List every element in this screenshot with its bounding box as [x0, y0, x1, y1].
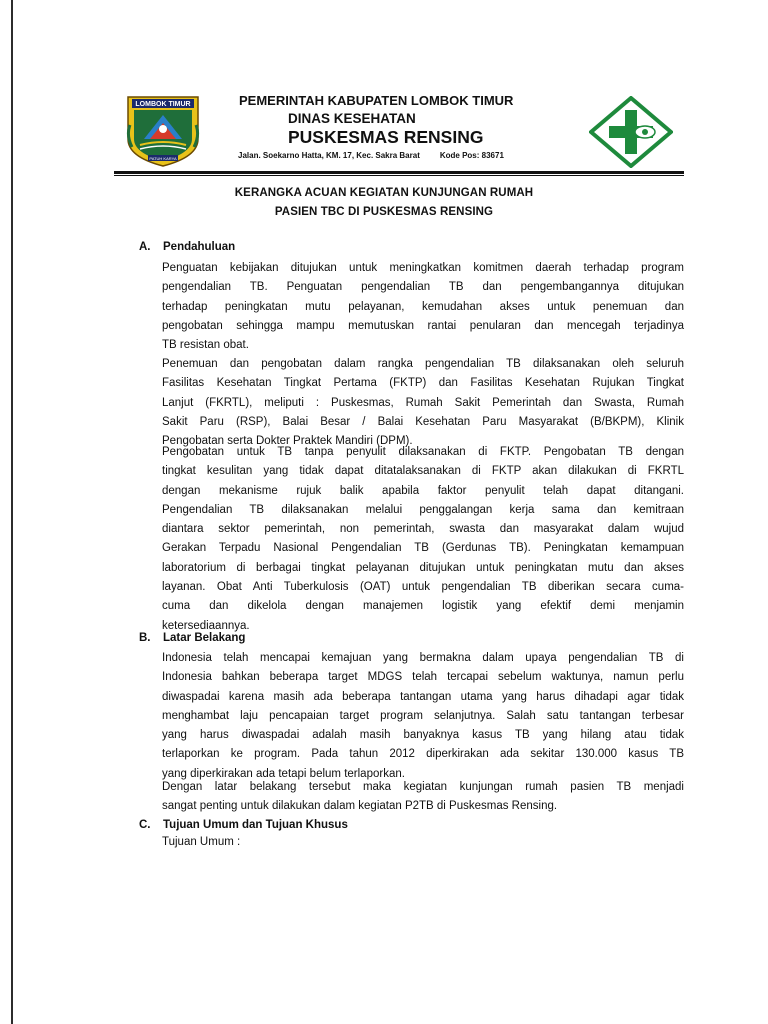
page-border-line — [11, 0, 13, 1024]
government-name: PEMERINTAH KABUPATEN LOMBOK TIMUR — [239, 93, 514, 108]
text-line: Pengobatan untuk TB tanpa penyulit dilaksanakan di FKTP. Pengobatan TB dengan — [162, 446, 684, 458]
text-line: ketersediaannya. — [162, 619, 250, 632]
section-a-number: A. — [139, 241, 151, 253]
section-b-title: Latar Belakang — [163, 632, 246, 644]
section-a-paragraph-3 — [162, 443, 684, 636]
section-a-title: Pendahuluan — [163, 241, 236, 253]
institution-name: PUSKESMAS RENSING — [288, 127, 484, 147]
section-c-title: Tujuan Umum dan Tujuan Khusus — [163, 819, 348, 831]
section-b-paragraph-2 — [162, 778, 684, 817]
section-c-number: C. — [139, 819, 151, 831]
text-line: cuma dan dikelola dengan manajemen logistik yang efektif demi menjamin — [162, 600, 684, 613]
section-c-heading — [139, 819, 348, 831]
text-line: Indonesia bahkan beberapa target MDGS telah tercapai sebelum waktunya, namun perlu — [162, 671, 684, 684]
text-line: Lanjut (FKRTL), meliputi : Puskesmas, Rumah Sakit Pemerintah dan Swasta, Rumah — [162, 396, 684, 409]
section-a-paragraph-2 — [162, 355, 684, 451]
crest-motto-text: PATUH KARYA — [149, 156, 177, 161]
puskesmas-logo — [589, 96, 673, 168]
section-b-number: B. — [139, 632, 151, 644]
department-name: DINAS KESEHATAN — [288, 111, 416, 126]
text-line: Gerakan Terpadu Nasional Pengendalian TB (Gerdunas TB). Peningkatan kemampuan — [162, 542, 684, 555]
letterhead-rule-thin — [114, 175, 684, 176]
text-line: Pengobatan serta Dokter Praktek Mandiri (DPM). — [162, 435, 413, 448]
text-line: Sakit Paru (RSP), Balai Besar / Balai Kesehatan Paru Masyarakat (B/BKPM), Klinik — [162, 415, 684, 428]
address-text: Jalan. Soekarno Hatta, KM. 17, Kec. Sakra Barat — [238, 151, 420, 160]
text-line: pengendalian TB. Penguatan pengendalian TB dan pengembangannya ditujukan — [162, 281, 684, 294]
crest-banner-text: LOMBOK TIMUR — [135, 101, 191, 108]
section-a-paragraph-1 — [162, 259, 684, 355]
text-line: yang diperkirakan ada tetapi belum terlaporkan. — [162, 767, 405, 780]
text-line: Indonesia telah mencapai kemajuan yang bermakna dalam upaya pengendalian TB di — [162, 652, 684, 664]
section-a-heading — [139, 241, 235, 253]
text-line: tingkat kesulitan yang tidak dapat ditatalaksanakan di FKTP akan dilakukan di FKRTL — [162, 465, 684, 478]
text-line: Pengendalian TB dilaksanakan melalui penggalangan kerja sama dan kemitraan — [162, 503, 684, 516]
text-line: TB resistan obat. — [162, 339, 249, 352]
text-line: menghambat laju pencapaian target program selanjutnya. Salah satu tantangan terbesar — [162, 709, 684, 722]
text-line: layanan. Obat Anti Tuberkulosis (OAT) untuk pengendalian TB diberikan secara cuma- — [162, 581, 684, 594]
section-b-paragraph-1 — [162, 649, 684, 784]
text-line: terhadap peningkatan mutu pelayanan, kemudahan akses untuk penemuan dan — [162, 300, 684, 313]
text-line: laboratorium di berbagai tingkat pelayanan ditujukan untuk peningkatan mutu dan akses — [162, 561, 684, 574]
postal-code: Kode Pos: 83671 — [439, 151, 504, 160]
text-line: sangat penting untuk dilakukan dalam kegiatan P2TB di Puskesmas Rensing. — [162, 800, 558, 813]
text-line: Penguatan kebijakan ditujukan untuk meningkatkan komitmen daerah terhadap program — [162, 262, 684, 274]
letterhead-rule-thick — [114, 171, 684, 174]
section-b-heading — [139, 632, 245, 644]
text-line: Dengan latar belakang tersebut maka kegiatan kunjungan rumah pasien TB menjadi — [162, 781, 684, 793]
document-title-line-1: KERANGKA ACUAN KEGIATAN KUNJUNGAN RUMAH — [234, 187, 534, 199]
text-line: pengobatan sehingga mampu memutuskan rantai penularan dan mencegah terjadinya — [162, 319, 684, 332]
text-line: dengan mekanisme rujuk balik apabila faktor penyulit telah dapat ditangani. — [162, 484, 684, 497]
text-line: diwaspadai karena masih ada beberapa tantangan utama yang harus dihadapi agar tidak — [162, 690, 684, 703]
text-line: Penemuan dan pengobatan dalam rangka pengendalian TB dilaksanakan oleh seluruh — [162, 358, 684, 370]
document-title-line-2: PASIEN TBC DI PUSKESMAS RENSING — [274, 206, 494, 218]
text-line: diantara sektor pemerintah, non pemerintah, swasta dan masyarakat dalam wujud — [162, 523, 684, 536]
address-line — [238, 151, 504, 160]
section-c-subheading: Tujuan Umum : — [162, 836, 241, 848]
text-line: Fasilitas Kesehatan Tingkat Pertama (FKTP) dan Fasilitas Kesehatan Rujukan Tingkat — [162, 377, 684, 390]
text-line: yang harus diwaspadai adalah masih banyaknya kasus TB yang hilang atau tidak — [162, 729, 684, 742]
lombok-timur-crest-logo — [124, 95, 202, 167]
text-line: terlaporkan ke program. Pada tahun 2012 diperkirakan ada sekitar 130.000 kasus TB — [162, 748, 684, 761]
